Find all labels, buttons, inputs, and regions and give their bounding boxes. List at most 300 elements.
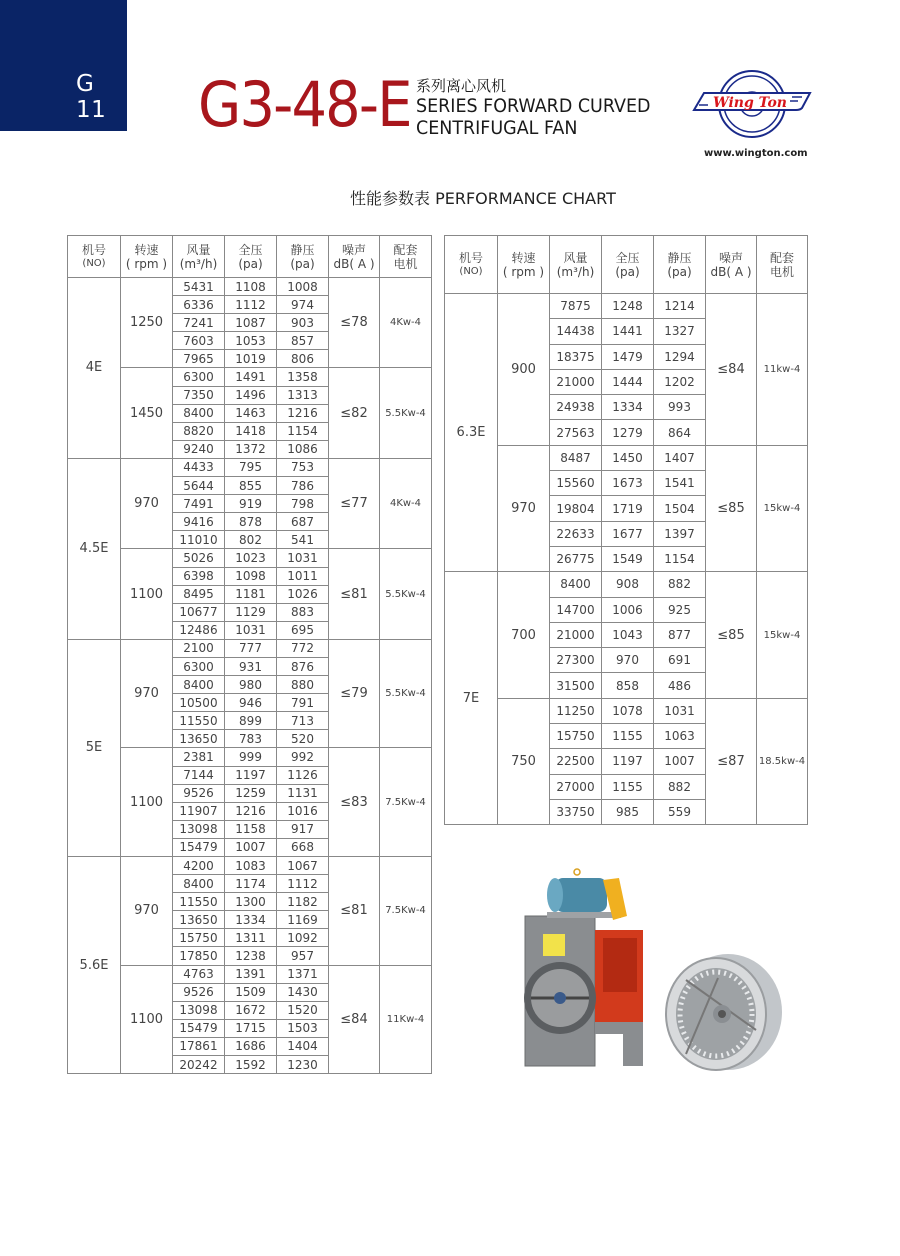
model-number-cell: 7E [445,572,498,825]
static-pressure-cell: 1541 [654,471,706,496]
airflow-cell: 7965 [173,350,225,368]
airflow-cell: 22500 [550,749,602,774]
total-pressure-cell: 1509 [225,983,277,1001]
total-pressure-cell: 1259 [225,784,277,802]
column-header [445,236,498,294]
static-pressure-cell: 857 [277,332,329,350]
column-header [550,236,602,294]
total-pressure-cell: 970 [602,648,654,673]
static-pressure-cell: 1016 [277,802,329,820]
static-pressure-cell: 1404 [277,1037,329,1055]
airflow-cell: 8400 [173,676,225,694]
total-pressure-cell: 1496 [225,386,277,404]
static-pressure-cell: 957 [277,947,329,965]
total-pressure-cell: 1248 [602,294,654,319]
airflow-cell: 26775 [550,546,602,571]
table-header-row [445,236,808,294]
airflow-cell: 9526 [173,983,225,1001]
airflow-cell: 22633 [550,521,602,546]
airflow-cell: 21000 [550,369,602,394]
airflow-cell: 6300 [173,657,225,675]
column-header-unit: (m³/h) [556,264,595,279]
column-header [277,236,329,278]
airflow-cell: 12486 [173,621,225,639]
static-pressure-cell: 1154 [654,546,706,571]
total-pressure-cell: 1372 [225,440,277,458]
total-pressure-cell: 1391 [225,965,277,983]
static-pressure-cell: 1397 [654,521,706,546]
column-header-cn: 风量 [186,242,211,257]
subtitle-cn: 系列离心风机 [416,77,507,95]
static-pressure-cell: 903 [277,314,329,332]
airflow-cell: 6300 [173,368,225,386]
static-pressure-cell: 925 [654,597,706,622]
static-pressure-cell: 486 [654,673,706,698]
column-header-unit: (m³/h) [179,256,218,271]
total-pressure-cell: 777 [225,639,277,657]
airflow-cell: 18375 [550,344,602,369]
airflow-cell: 27000 [550,774,602,799]
total-pressure-cell: 919 [225,495,277,513]
total-pressure-cell: 795 [225,458,277,476]
total-pressure-cell: 1158 [225,820,277,838]
total-pressure-cell: 1418 [225,422,277,440]
total-pressure-cell: 1023 [225,549,277,567]
column-header-cn: 机号 [458,250,483,265]
column-header-cn: 全压 [238,242,263,257]
airflow-cell: 10500 [173,694,225,712]
rpm-cell: 1100 [121,549,173,639]
static-pressure-cell: 1313 [277,386,329,404]
airflow-cell: 33750 [550,799,602,824]
static-pressure-cell: 1358 [277,368,329,386]
performance-chart-title: 性能参数表 PERFORMANCE CHART [350,189,616,208]
static-pressure-cell: 1031 [654,698,706,723]
airflow-cell: 5026 [173,549,225,567]
airflow-cell: 17861 [173,1037,225,1055]
column-header-cn: 转速 [134,242,159,257]
fan-unit-photo [515,858,655,1068]
static-pressure-cell: 691 [654,648,706,673]
column-header-cn: 转速 [511,250,536,265]
website-url: www.wington.com [704,148,808,159]
airflow-cell: 7350 [173,386,225,404]
airflow-cell: 11550 [173,712,225,730]
table-header-row [68,236,432,278]
column-header-unit: ( rpm ) [125,256,168,271]
motor-cell: 18.5kw-4 [757,698,808,824]
static-pressure-cell: 1007 [654,749,706,774]
airflow-cell: 8400 [550,572,602,597]
table-row [68,278,432,296]
table-row [445,294,808,319]
column-header-unit: dB( A ) [333,256,375,271]
total-pressure-cell: 1108 [225,278,277,296]
static-pressure-cell: 864 [654,420,706,445]
total-pressure-cell: 1279 [602,420,654,445]
airflow-cell: 9416 [173,513,225,531]
performance-table-left [67,235,432,1074]
noise-cell: ≤87 [706,698,757,824]
total-pressure-cell: 1006 [602,597,654,622]
static-pressure-cell: 1202 [654,369,706,394]
column-header-unit: 电机 [393,256,418,271]
rpm-cell: 900 [498,294,550,446]
static-pressure-cell: 713 [277,712,329,730]
total-pressure-cell: 1053 [225,332,277,350]
static-pressure-cell: 1182 [277,893,329,911]
column-header-cn: 噪声 [341,242,366,257]
total-pressure-cell: 1129 [225,603,277,621]
static-pressure-cell: 1503 [277,1019,329,1037]
noise-cell: ≤79 [329,639,380,748]
motor-cell: 11Kw-4 [380,965,432,1074]
motor-cell: 5.5Kw-4 [380,549,432,639]
rpm-cell: 1250 [121,278,173,368]
total-pressure-cell: 1450 [602,445,654,470]
column-header-unit: (pa) [667,264,692,279]
column-header-cn: 全压 [615,250,640,265]
total-pressure-cell: 1007 [225,838,277,856]
airflow-cell: 24938 [550,395,602,420]
column-header-unit: (pa) [290,256,315,271]
airflow-cell: 15479 [173,1019,225,1037]
static-pressure-cell: 1407 [654,445,706,470]
total-pressure-cell: 1334 [225,911,277,929]
airflow-cell: 4433 [173,458,225,476]
motor-cell: 5.5Kw-4 [380,639,432,748]
static-pressure-cell: 880 [277,676,329,694]
column-header-unit: ( rpm ) [502,264,545,279]
airflow-cell: 10677 [173,603,225,621]
column-header-unit: 电机 [769,264,794,279]
total-pressure-cell: 1311 [225,929,277,947]
table-row [68,458,432,476]
table-row [68,368,432,386]
total-pressure-cell: 999 [225,748,277,766]
noise-cell: ≤83 [329,748,380,857]
airflow-cell: 8400 [173,875,225,893]
total-pressure-cell: 878 [225,513,277,531]
total-pressure-cell: 1031 [225,621,277,639]
total-pressure-cell: 1087 [225,314,277,332]
total-pressure-cell: 1673 [602,471,654,496]
rpm-cell: 750 [498,698,550,824]
airflow-cell: 15750 [173,929,225,947]
noise-cell: ≤78 [329,278,380,368]
noise-cell: ≤84 [329,965,380,1074]
total-pressure-cell: 1238 [225,947,277,965]
static-pressure-cell: 992 [277,748,329,766]
airflow-cell: 8487 [550,445,602,470]
airflow-cell: 5644 [173,477,225,495]
column-header-cn: 机号 [81,242,106,257]
static-pressure-cell: 1063 [654,724,706,749]
airflow-cell: 11907 [173,802,225,820]
total-pressure-cell: 1098 [225,567,277,585]
airflow-cell: 15479 [173,838,225,856]
total-pressure-cell: 899 [225,712,277,730]
subtitle [416,78,671,139]
column-header [654,236,706,294]
static-pressure-cell: 974 [277,296,329,314]
static-pressure-cell: 1327 [654,319,706,344]
total-pressure-cell: 1155 [602,724,654,749]
airflow-cell: 31500 [550,673,602,698]
motor-cell: 15kw-4 [757,572,808,698]
motor-cell: 4Kw-4 [380,278,432,368]
airflow-cell: 27300 [550,648,602,673]
noise-cell: ≤82 [329,368,380,458]
column-header-cn: 配套 [769,250,794,265]
column-header-unit: (pa) [238,256,263,271]
performance-table-right [444,235,808,825]
airflow-cell: 7603 [173,332,225,350]
total-pressure-cell: 1078 [602,698,654,723]
static-pressure-cell: 798 [277,495,329,513]
airflow-cell: 27563 [550,420,602,445]
airflow-cell: 2381 [173,748,225,766]
airflow-cell: 7144 [173,766,225,784]
rpm-cell: 700 [498,572,550,698]
motor-cell: 5.5Kw-4 [380,368,432,458]
noise-cell: ≤85 [706,572,757,698]
static-pressure-cell: 806 [277,350,329,368]
airflow-cell: 13650 [173,911,225,929]
logo-text: Wing Ton [713,95,787,111]
static-pressure-cell: 876 [277,657,329,675]
airflow-cell: 17850 [173,947,225,965]
table-row [68,549,432,567]
airflow-cell: 7875 [550,294,602,319]
total-pressure-cell: 1334 [602,395,654,420]
static-pressure-cell: 1092 [277,929,329,947]
motor-cell: 7.5Kw-4 [380,857,432,966]
static-pressure-cell: 1371 [277,965,329,983]
model-number-cell: 6.3E [445,294,498,572]
rpm-cell: 1100 [121,965,173,1074]
column-header-unit: (NO) [459,265,483,277]
column-header [380,236,432,278]
total-pressure-cell: 1549 [602,546,654,571]
total-pressure-cell: 908 [602,572,654,597]
airflow-cell: 13098 [173,1001,225,1019]
noise-cell: ≤81 [329,857,380,966]
airflow-cell: 14438 [550,319,602,344]
column-header [498,236,550,294]
column-header-cn: 噪声 [718,250,743,265]
airflow-cell: 9526 [173,784,225,802]
static-pressure-cell: 1504 [654,496,706,521]
rpm-cell: 970 [121,857,173,966]
static-pressure-cell: 791 [277,694,329,712]
table-row [68,857,432,875]
static-pressure-cell: 1112 [277,875,329,893]
column-header [706,236,757,294]
model-title: G3-48-E [198,68,411,141]
column-header-cn: 静压 [667,250,692,265]
total-pressure-cell: 985 [602,799,654,824]
airflow-cell: 4200 [173,857,225,875]
static-pressure-cell: 1520 [277,1001,329,1019]
rpm-cell: 970 [121,458,173,548]
airflow-cell: 11010 [173,531,225,549]
total-pressure-cell: 1197 [225,766,277,784]
airflow-cell: 7241 [173,314,225,332]
model-number-cell: 5E [68,639,121,856]
static-pressure-cell: 668 [277,838,329,856]
total-pressure-cell: 1592 [225,1056,277,1074]
total-pressure-cell: 931 [225,657,277,675]
column-header [757,236,808,294]
airflow-cell: 15560 [550,471,602,496]
static-pressure-cell: 1154 [277,422,329,440]
motor-cell: 4Kw-4 [380,458,432,548]
total-pressure-cell: 855 [225,477,277,495]
subtitle-en-line1: SERIES FORWARD CURVED [416,95,651,117]
total-pressure-cell: 858 [602,673,654,698]
total-pressure-cell: 1083 [225,857,277,875]
column-header-unit: (pa) [615,264,640,279]
static-pressure-cell: 1430 [277,983,329,1001]
column-header-cn: 风量 [563,250,588,265]
static-pressure-cell: 1214 [654,294,706,319]
total-pressure-cell: 1197 [602,749,654,774]
static-pressure-cell: 882 [654,572,706,597]
static-pressure-cell: 877 [654,622,706,647]
airflow-cell: 15750 [550,724,602,749]
total-pressure-cell: 1686 [225,1037,277,1055]
airflow-cell: 14700 [550,597,602,622]
total-pressure-cell: 1155 [602,774,654,799]
static-pressure-cell: 1008 [277,278,329,296]
static-pressure-cell: 1026 [277,585,329,603]
static-pressure-cell: 1294 [654,344,706,369]
airflow-cell: 8400 [173,404,225,422]
motor-cell: 7.5Kw-4 [380,748,432,857]
total-pressure-cell: 1672 [225,1001,277,1019]
column-header-unit: (NO) [82,257,106,269]
rpm-cell: 1450 [121,368,173,458]
column-header [602,236,654,294]
total-pressure-cell: 1715 [225,1019,277,1037]
airflow-cell: 21000 [550,622,602,647]
column-header [225,236,277,278]
noise-cell: ≤77 [329,458,380,548]
static-pressure-cell: 687 [277,513,329,531]
total-pressure-cell: 1719 [602,496,654,521]
total-pressure-cell: 1019 [225,350,277,368]
static-pressure-cell: 882 [654,774,706,799]
column-header-cn: 配套 [393,242,418,257]
column-header-unit: dB( A ) [710,264,752,279]
total-pressure-cell: 1479 [602,344,654,369]
airflow-cell: 6398 [173,567,225,585]
column-header [329,236,380,278]
total-pressure-cell: 1300 [225,893,277,911]
page-number: G 11 [76,71,107,123]
airflow-cell: 9240 [173,440,225,458]
airflow-cell: 6336 [173,296,225,314]
static-pressure-cell: 1230 [277,1056,329,1074]
total-pressure-cell: 946 [225,694,277,712]
total-pressure-cell: 1441 [602,319,654,344]
static-pressure-cell: 541 [277,531,329,549]
column-header-cn: 静压 [290,242,315,257]
static-pressure-cell: 1216 [277,404,329,422]
table-row [68,965,432,983]
column-header [173,236,225,278]
total-pressure-cell: 1112 [225,296,277,314]
airflow-cell: 7491 [173,495,225,513]
airflow-cell: 20242 [173,1056,225,1074]
total-pressure-cell: 1181 [225,585,277,603]
airflow-cell: 2100 [173,639,225,657]
noise-cell: ≤81 [329,549,380,639]
total-pressure-cell: 1043 [602,622,654,647]
static-pressure-cell: 1031 [277,549,329,567]
airflow-cell: 13098 [173,820,225,838]
total-pressure-cell: 1463 [225,404,277,422]
model-number-cell: 4E [68,278,121,459]
column-header [121,236,173,278]
airflow-cell: 5431 [173,278,225,296]
total-pressure-cell: 1174 [225,875,277,893]
table-row [68,748,432,766]
total-pressure-cell: 802 [225,531,277,549]
table-row [445,698,808,723]
rpm-cell: 970 [121,639,173,748]
rpm-cell: 970 [498,445,550,571]
static-pressure-cell: 520 [277,730,329,748]
static-pressure-cell: 1126 [277,766,329,784]
static-pressure-cell: 753 [277,458,329,476]
static-pressure-cell: 559 [654,799,706,824]
page-tab [0,0,127,131]
static-pressure-cell: 883 [277,603,329,621]
airflow-cell: 4763 [173,965,225,983]
airflow-cell: 8820 [173,422,225,440]
static-pressure-cell: 1067 [277,857,329,875]
total-pressure-cell: 783 [225,730,277,748]
static-pressure-cell: 1169 [277,911,329,929]
static-pressure-cell: 917 [277,820,329,838]
total-pressure-cell: 1491 [225,368,277,386]
airflow-cell: 11250 [550,698,602,723]
subtitle-en-line2: CENTRIFUGAL FAN [416,117,578,139]
static-pressure-cell: 1011 [277,567,329,585]
motor-cell: 11kw-4 [757,294,808,446]
motor-cell: 15kw-4 [757,445,808,571]
airflow-cell: 11550 [173,893,225,911]
static-pressure-cell: 993 [654,395,706,420]
static-pressure-cell: 1086 [277,440,329,458]
noise-cell: ≤85 [706,445,757,571]
total-pressure-cell: 1444 [602,369,654,394]
model-number-cell: 5.6E [68,857,121,1074]
column-header [68,236,121,278]
noise-cell: ≤84 [706,294,757,446]
table-row [68,639,432,657]
rpm-cell: 1100 [121,748,173,857]
total-pressure-cell: 1216 [225,802,277,820]
airflow-cell: 8495 [173,585,225,603]
airflow-cell: 13650 [173,730,225,748]
table-row [445,572,808,597]
table-row [445,445,808,470]
airflow-cell: 19804 [550,496,602,521]
total-pressure-cell: 980 [225,676,277,694]
